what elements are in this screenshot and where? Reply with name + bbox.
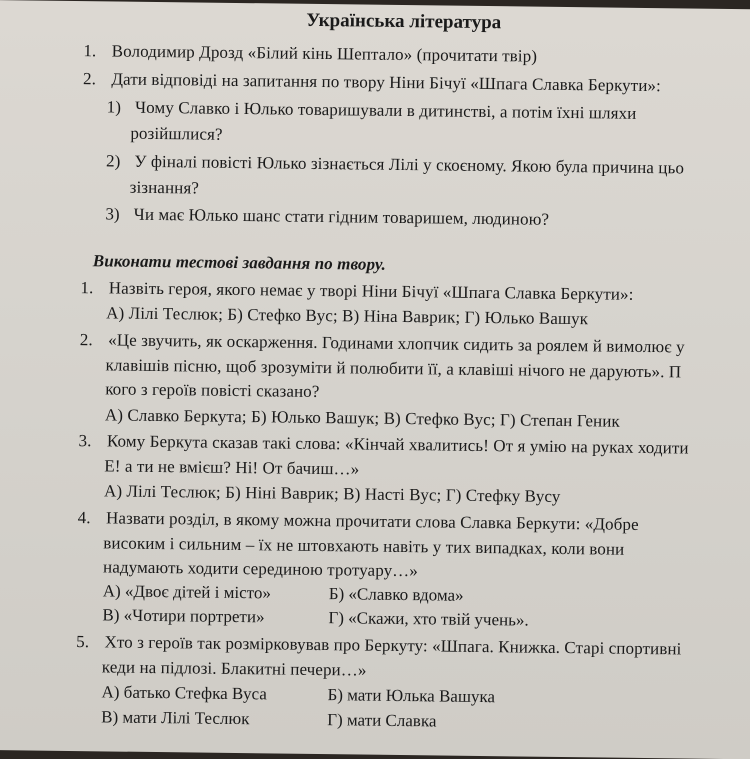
question-line: зізнання? [129,177,200,198]
test-item-number: 2. [79,330,93,350]
test-item-line: Е! а ти не вмієш? Ні! От бачиш…» [104,456,360,479]
test-item-3 [78,431,688,458]
test-item-4 [78,508,639,535]
task-number: 2. [82,69,97,89]
question-2 [106,151,684,178]
question-1 [107,97,637,123]
answer-option: В) «Чотири портрети» [102,605,265,627]
page-title: Українська література [306,9,502,34]
question-number: 2) [105,151,121,171]
answer-option: Б) мати Юлька Вашука [327,685,496,707]
test-item-5 [76,632,681,659]
test-item-line: кого з героїв повісті сказано? [105,379,320,402]
question-number: 3) [105,204,120,224]
test-item-line: кеди на підлозі. Блакитні печери…» [101,657,367,680]
answer-option: А) «Двоє дітей і місто» [102,581,272,603]
question-line: У фіналі повісті Юлько зізнається Лілі у скоєному. Якою була причина цьо [134,151,685,178]
task-number: 1. [83,41,97,61]
question-number: 1) [106,97,122,117]
question-line: розійшлися? [130,123,223,144]
test-item-line: високим і сильним – їх не штовхають навіть у тих випадках, коли вони [103,533,625,559]
test-item-line: Хто з героїв так розмірковував про Беркуту: «Шпага. Книжка. Старі спортивні [104,632,682,659]
question-line: Чи має Юлько шанс стати гідним товаришем, людиною? [133,204,550,229]
test-item-2 [80,330,685,357]
task-1 [83,41,537,67]
test-item-line: клавішів пісню, щоб зрозуміти й полюбити її, а клавіші нічого не дарують». П [105,355,682,382]
task-text: Володимир Дрозд «Білий кінь Шептало» (прочитати твір) [111,41,538,66]
answer-option: Г) мати Славка [327,710,437,731]
test-item-number: 3. [78,431,92,451]
test-item-options: А) Славко Беркута; Б) Юлько Вашук; В) Стефко Вус; Г) Степан Геник [104,405,620,431]
answer-option: Б) «Славко вдома» [328,584,464,605]
test-item-number: 5. [76,632,90,652]
test-item-line: Назвати розділ, в якому можна прочитати слова Славка Беркути: «Добре [105,508,639,534]
test-item-line: надумають ходити серединою тротуару…» [102,557,419,581]
answer-option: Г) «Скажи, хто твій учень». [328,608,529,630]
test-item-line: Назвіть героя, якого немає у творі Ніни Бічуї «Шпага Славка Беркути»: [108,278,634,304]
test-heading: Виконати тестові завдання по твору. [92,251,387,274]
test-item-line: Кому Беркута сказав такі слова: «Кінчай хвалитись! От я умію на руках ходити [106,431,689,458]
answer-option: А) батько Стефка Вуса [101,682,267,704]
question-3 [105,204,549,229]
test-item-number: 1. [80,278,94,298]
answer-option: В) мати Лілі Теслюк [101,707,250,729]
test-item-number: 4. [77,508,91,528]
test-item-options: А) Лілі Теслюк; Б) Ніні Ваврик; В) Насті Вус; Г) Стефку Вусу [103,481,561,506]
test-item-line: «Це звучить, як оскарження. Годинами хлопчик сидить за роялем й вимолює у [108,330,685,357]
task-text: Дати відповіді на запитання по твору Ніни Бічуї «Шпага Славка Беркути»: [111,69,661,96]
test-item-1 [80,278,633,305]
task-2 [83,69,661,96]
test-item-options: А) Лілі Теслюк; Б) Стефко Вус; В) Ніна Ваврик; Г) Юлько Вашук [106,303,589,329]
question-line: Чому Славко і Юлько товаришували в дитинстві, а потім їхні шляхи [134,97,637,123]
